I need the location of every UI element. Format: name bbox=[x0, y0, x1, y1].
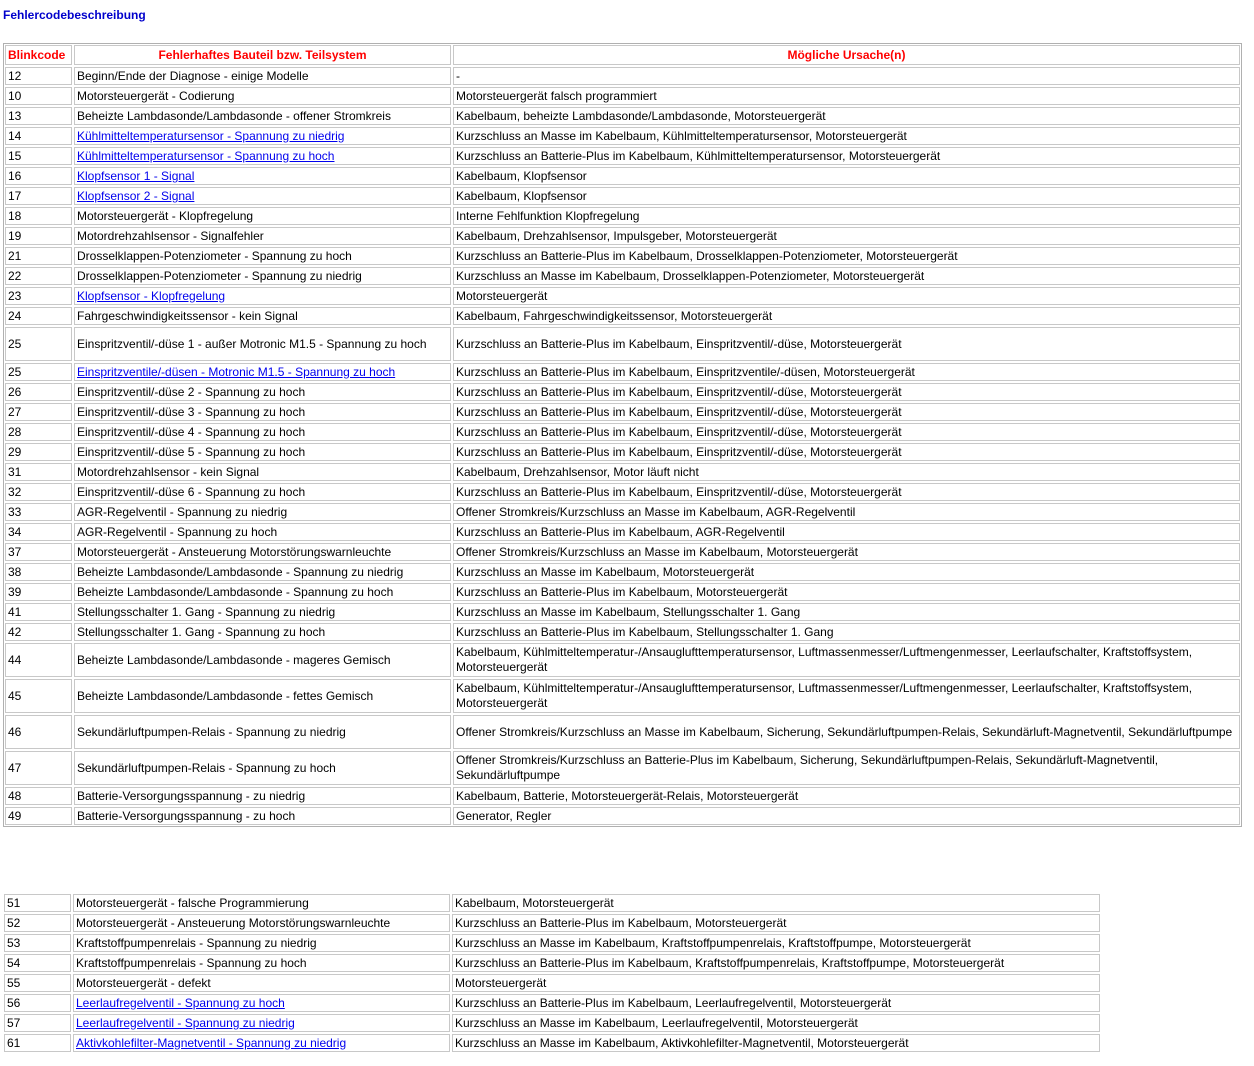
table-row bbox=[4, 206, 1241, 226]
table-row bbox=[4, 482, 1241, 502]
cause-cell: Kurzschluss an Masse im Kabelbaum, Drosselklappen-Potenziometer, Motorsteuergerät bbox=[453, 267, 1240, 285]
component-cell bbox=[74, 287, 451, 305]
header-component: Fehlerhaftes Bauteil bzw. Teilsystem bbox=[74, 45, 451, 65]
cause-cell: Kurzschluss an Batterie-Plus im Kabelbaum, Einspritzventil/-düse, Motorsteuergerät bbox=[453, 383, 1240, 401]
cause-cell: Motorsteuergerät bbox=[453, 287, 1240, 305]
component-cell bbox=[74, 187, 451, 205]
table-body bbox=[4, 66, 1241, 826]
table-row bbox=[4, 582, 1241, 602]
cause-cell: Kurzschluss an Masse im Kabelbaum, Kraftstoffpumpenrelais, Kraftstoffpumpe, Motorsteuergerät bbox=[452, 934, 1100, 952]
table-row bbox=[3, 933, 1101, 953]
cause-cell: Kurzschluss an Masse im Kabelbaum, Leerlaufregelventil, Motorsteuergerät bbox=[452, 1014, 1100, 1032]
cause-cell: Motorsteuergerät falsch programmiert bbox=[453, 87, 1240, 105]
component-cell: Beheizte Lambdasonde/Lambdasonde - fettes Gemisch bbox=[74, 679, 451, 713]
cause-cell: Kabelbaum, Fahrgeschwindigkeitssensor, Motorsteuergerät bbox=[453, 307, 1240, 325]
component-cell bbox=[73, 1034, 450, 1052]
cause-cell: Offener Stromkreis/Kurzschluss an Batterie-Plus im Kabelbaum, Sicherung, Sekundärluftpumpen-Relais, Sekundärluft-Magnetventil, Sekundärluftpumpe bbox=[453, 751, 1240, 785]
table-row bbox=[4, 286, 1241, 306]
blinkcode-cell: 16 bbox=[5, 167, 72, 185]
cause-cell: Offener Stromkreis/Kurzschluss an Masse im Kabelbaum, AGR-Regelventil bbox=[453, 503, 1240, 521]
component-cell: Stellungsschalter 1. Gang - Spannung zu niedrig bbox=[74, 603, 451, 621]
blinkcode-cell: 13 bbox=[5, 107, 72, 125]
cause-cell: Kurzschluss an Batterie-Plus im Kabelbaum, Einspritzventile/-düsen, Motorsteuergerät bbox=[453, 363, 1240, 381]
cause-cell: Offener Stromkreis/Kurzschluss an Masse im Kabelbaum, Motorsteuergerät bbox=[453, 543, 1240, 561]
blinkcode-cell: 57 bbox=[4, 1014, 71, 1032]
component-cell: AGR-Regelventil - Spannung zu hoch bbox=[74, 523, 451, 541]
component-link[interactable]: Kühlmitteltemperatursensor - Spannung zu hoch bbox=[77, 148, 335, 163]
table-row bbox=[4, 502, 1241, 522]
table-row bbox=[4, 306, 1241, 326]
cause-cell: Kurzschluss an Batterie-Plus im Kabelbaum, Motorsteuergerät bbox=[452, 914, 1100, 932]
component-cell: Einspritzventil/-düse 2 - Spannung zu hoch bbox=[74, 383, 451, 401]
fault-code-table-continued bbox=[3, 893, 1101, 1053]
table-row bbox=[4, 226, 1241, 246]
cause-cell: Kabelbaum, Batterie, Motorsteuergerät-Relais, Motorsteuergerät bbox=[453, 787, 1240, 805]
blinkcode-cell: 53 bbox=[4, 934, 71, 952]
blinkcode-cell: 38 bbox=[5, 563, 72, 581]
table-row bbox=[3, 953, 1101, 973]
cause-cell: Kurzschluss an Batterie-Plus im Kabelbaum, Motorsteuergerät bbox=[453, 583, 1240, 601]
component-link[interactable]: Klopfsensor 2 - Signal bbox=[77, 188, 195, 203]
component-cell: Beheizte Lambdasonde/Lambdasonde - offener Stromkreis bbox=[74, 107, 451, 125]
blinkcode-cell: 61 bbox=[4, 1034, 71, 1052]
component-cell: Motordrehzahlsensor - kein Signal bbox=[74, 463, 451, 481]
component-cell: Fahrgeschwindigkeitssensor - kein Signal bbox=[74, 307, 451, 325]
component-cell: Einspritzventil/-düse 3 - Spannung zu hoch bbox=[74, 403, 451, 421]
cause-cell: Interne Fehlfunktion Klopfregelung bbox=[453, 207, 1240, 225]
fault-code-table bbox=[3, 43, 1242, 827]
header-code: Blinkcode bbox=[5, 45, 72, 65]
component-cell bbox=[74, 147, 451, 165]
blinkcode-cell: 29 bbox=[5, 443, 72, 461]
table-row bbox=[4, 126, 1241, 146]
blinkcode-cell: 21 bbox=[5, 247, 72, 265]
table-body-continued bbox=[3, 893, 1101, 1053]
blinkcode-cell: 54 bbox=[4, 954, 71, 972]
table-row bbox=[3, 1013, 1101, 1033]
cause-cell: Kurzschluss an Masse im Kabelbaum, Stellungsschalter 1. Gang bbox=[453, 603, 1240, 621]
component-cell: Einspritzventil/-düse 5 - Spannung zu hoch bbox=[74, 443, 451, 461]
blinkcode-cell: 32 bbox=[5, 483, 72, 501]
blinkcode-cell: 27 bbox=[5, 403, 72, 421]
table-row bbox=[3, 893, 1101, 913]
component-cell bbox=[73, 994, 450, 1012]
cause-cell: Kurzschluss an Masse im Kabelbaum, Kühlmitteltemperatursensor, Motorsteuergerät bbox=[453, 127, 1240, 145]
component-cell: Motordrehzahlsensor - Signalfehler bbox=[74, 227, 451, 245]
blinkcode-cell: 47 bbox=[5, 751, 72, 785]
component-link[interactable]: Kühlmitteltemperatursensor - Spannung zu niedrig bbox=[77, 128, 345, 143]
blinkcode-cell: 25 bbox=[5, 327, 72, 361]
table-row bbox=[4, 602, 1241, 622]
component-cell: Beheizte Lambdasonde/Lambdasonde - Spannung zu hoch bbox=[74, 583, 451, 601]
cause-cell: Kurzschluss an Batterie-Plus im Kabelbaum, Einspritzventil/-düse, Motorsteuergerät bbox=[453, 403, 1240, 421]
table-row bbox=[4, 806, 1241, 826]
table-row bbox=[4, 422, 1241, 442]
component-link[interactable]: Einspritzventile/-düsen - Motronic M1.5 - Spannung zu hoch bbox=[77, 364, 396, 379]
blinkcode-cell: 52 bbox=[4, 914, 71, 932]
cause-cell: Generator, Regler bbox=[453, 807, 1240, 825]
cause-cell: Motorsteuergerät bbox=[452, 974, 1100, 992]
cause-cell: Kabelbaum, Klopfsensor bbox=[453, 187, 1240, 205]
component-cell: Motorsteuergerät - Ansteuerung Motorstörungswarnleuchte bbox=[74, 543, 451, 561]
cause-cell: Kurzschluss an Batterie-Plus im Kabelbaum, Kraftstoffpumpenrelais, Kraftstoffpumpe, Motorsteuergerät bbox=[452, 954, 1100, 972]
blinkcode-cell: 55 bbox=[4, 974, 71, 992]
component-cell: Motorsteuergerät - falsche Programmierung bbox=[73, 894, 450, 912]
blinkcode-cell: 18 bbox=[5, 207, 72, 225]
cause-cell: Offener Stromkreis/Kurzschluss an Masse im Kabelbaum, Sicherung, Sekundärluftpumpen-Relais, Sekundärluft-Magnetventil, Sekundärluftpumpe bbox=[453, 715, 1240, 749]
blinkcode-cell: 15 bbox=[5, 147, 72, 165]
blinkcode-cell: 24 bbox=[5, 307, 72, 325]
table-row bbox=[4, 622, 1241, 642]
page-title: Fehlercodebeschreibung bbox=[3, 8, 146, 22]
component-cell: Einspritzventil/-düse 6 - Spannung zu hoch bbox=[74, 483, 451, 501]
component-cell bbox=[74, 363, 451, 381]
component-cell bbox=[74, 167, 451, 185]
component-link[interactable]: Klopfsensor - Klopfregelung bbox=[77, 288, 226, 303]
component-link[interactable]: Aktivkohlefilter-Magnetventil - Spannung zu niedrig bbox=[76, 1035, 347, 1050]
blinkcode-cell: 48 bbox=[5, 787, 72, 805]
component-cell: Sekundärluftpumpen-Relais - Spannung zu hoch bbox=[74, 751, 451, 785]
component-cell: Batterie-Versorgungsspannung - zu niedrig bbox=[74, 787, 451, 805]
blinkcode-cell: 42 bbox=[5, 623, 72, 641]
blinkcode-cell: 12 bbox=[5, 67, 72, 85]
table-row bbox=[3, 913, 1101, 933]
table-row bbox=[4, 362, 1241, 382]
blinkcode-cell: 46 bbox=[5, 715, 72, 749]
cause-cell: Kabelbaum, Drehzahlsensor, Motor läuft nicht bbox=[453, 463, 1240, 481]
component-link[interactable]: Leerlaufregelventil - Spannung zu hoch bbox=[76, 995, 285, 1010]
component-cell bbox=[73, 1014, 450, 1032]
table-row bbox=[4, 166, 1241, 186]
blinkcode-cell: 51 bbox=[4, 894, 71, 912]
blinkcode-cell: 44 bbox=[5, 643, 72, 677]
component-cell: Motorsteuergerät - Ansteuerung Motorstörungswarnleuchte bbox=[73, 914, 450, 932]
component-cell: Einspritzventil/-düse 1 - außer Motronic M1.5 - Spannung zu hoch bbox=[74, 327, 451, 361]
blinkcode-cell: 23 bbox=[5, 287, 72, 305]
table-row bbox=[4, 462, 1241, 482]
table-row bbox=[4, 750, 1241, 786]
blinkcode-cell: 39 bbox=[5, 583, 72, 601]
component-cell: Sekundärluftpumpen-Relais - Spannung zu niedrig bbox=[74, 715, 451, 749]
blinkcode-cell: 49 bbox=[5, 807, 72, 825]
blinkcode-cell: 17 bbox=[5, 187, 72, 205]
table-row bbox=[4, 146, 1241, 166]
blinkcode-cell: 19 bbox=[5, 227, 72, 245]
table-row bbox=[4, 714, 1241, 750]
blinkcode-cell: 10 bbox=[5, 87, 72, 105]
component-cell: AGR-Regelventil - Spannung zu niedrig bbox=[74, 503, 451, 521]
cause-cell: Kurzschluss an Batterie-Plus im Kabelbaum, Einspritzventil/-düse, Motorsteuergerät bbox=[453, 327, 1240, 361]
cause-cell: Kurzschluss an Batterie-Plus im Kabelbaum, Drosselklappen-Potenziometer, Motorsteuergerät bbox=[453, 247, 1240, 265]
cause-cell: Kabelbaum, Kühlmitteltemperatur-/Ansauglufttemperatursensor, Luftmassenmesser/Luftmengenmesser, Leerlaufschalter, Kraftstoffsystem, Motorsteuergerät bbox=[453, 679, 1240, 713]
cause-cell: Kurzschluss an Masse im Kabelbaum, Aktivkohlefilter-Magnetventil, Motorsteuergerät bbox=[452, 1034, 1100, 1052]
table-row bbox=[4, 786, 1241, 806]
component-cell: Einspritzventil/-düse 4 - Spannung zu hoch bbox=[74, 423, 451, 441]
component-cell: Kraftstoffpumpenrelais - Spannung zu niedrig bbox=[73, 934, 450, 952]
blinkcode-cell: 26 bbox=[5, 383, 72, 401]
cause-cell: Kurzschluss an Batterie-Plus im Kabelbaum, Einspritzventil/-düse, Motorsteuergerät bbox=[453, 483, 1240, 501]
blinkcode-cell: 34 bbox=[5, 523, 72, 541]
table-header-row bbox=[4, 44, 1241, 66]
cause-cell: Kurzschluss an Batterie-Plus im Kabelbaum, Einspritzventil/-düse, Motorsteuergerät bbox=[453, 423, 1240, 441]
table-row bbox=[4, 326, 1241, 362]
component-cell: Batterie-Versorgungsspannung - zu hoch bbox=[74, 807, 451, 825]
blinkcode-cell: 14 bbox=[5, 127, 72, 145]
blinkcode-cell: 25 bbox=[5, 363, 72, 381]
table-row bbox=[4, 442, 1241, 462]
component-cell: Drosselklappen-Potenziometer - Spannung zu hoch bbox=[74, 247, 451, 265]
table-row bbox=[4, 642, 1241, 678]
table-row bbox=[3, 993, 1101, 1013]
component-cell: Motorsteuergerät - defekt bbox=[73, 974, 450, 992]
cause-cell: Kabelbaum, Klopfsensor bbox=[453, 167, 1240, 185]
component-cell: Drosselklappen-Potenziometer - Spannung zu niedrig bbox=[74, 267, 451, 285]
component-cell: Motorsteuergerät - Klopfregelung bbox=[74, 207, 451, 225]
cause-cell: Kurzschluss an Batterie-Plus im Kabelbaum, AGR-Regelventil bbox=[453, 523, 1240, 541]
cause-cell: Kabelbaum, Kühlmitteltemperatur-/Ansauglufttemperatursensor, Luftmassenmesser/Luftmengenmesser, Leerlaufschalter, Kraftstoffsystem, Motorsteuergerät bbox=[453, 643, 1240, 677]
blinkcode-cell: 33 bbox=[5, 503, 72, 521]
cause-cell: Kurzschluss an Batterie-Plus im Kabelbaum, Einspritzventil/-düse, Motorsteuergerät bbox=[453, 443, 1240, 461]
cause-cell: Kurzschluss an Batterie-Plus im Kabelbaum, Leerlaufregelventil, Motorsteuergerät bbox=[452, 994, 1100, 1012]
component-cell: Beheizte Lambdasonde/Lambdasonde - mageres Gemisch bbox=[74, 643, 451, 677]
component-cell: Beheizte Lambdasonde/Lambdasonde - Spannung zu niedrig bbox=[74, 563, 451, 581]
component-cell bbox=[74, 127, 451, 145]
table-row bbox=[4, 106, 1241, 126]
blinkcode-cell: 37 bbox=[5, 543, 72, 561]
cause-cell: Kurzschluss an Masse im Kabelbaum, Motorsteuergerät bbox=[453, 563, 1240, 581]
blinkcode-cell: 28 bbox=[5, 423, 72, 441]
cause-cell: Kurzschluss an Batterie-Plus im Kabelbaum, Stellungsschalter 1. Gang bbox=[453, 623, 1240, 641]
component-cell: Motorsteuergerät - Codierung bbox=[74, 87, 451, 105]
table-row bbox=[3, 1033, 1101, 1053]
cause-cell: Kabelbaum, Drehzahlsensor, Impulsgeber, Motorsteuergerät bbox=[453, 227, 1240, 245]
table-row bbox=[4, 246, 1241, 266]
blinkcode-cell: 56 bbox=[4, 994, 71, 1012]
table-row bbox=[4, 186, 1241, 206]
blinkcode-cell: 22 bbox=[5, 267, 72, 285]
blinkcode-cell: 45 bbox=[5, 679, 72, 713]
header-cause: Mögliche Ursache(n) bbox=[453, 45, 1240, 65]
component-link[interactable]: Leerlaufregelventil - Spannung zu niedrig bbox=[76, 1015, 295, 1030]
table-row bbox=[4, 522, 1241, 542]
blinkcode-cell: 31 bbox=[5, 463, 72, 481]
component-cell: Kraftstoffpumpenrelais - Spannung zu hoch bbox=[73, 954, 450, 972]
table-row bbox=[4, 542, 1241, 562]
table-row bbox=[4, 266, 1241, 286]
table-row bbox=[4, 86, 1241, 106]
table-row bbox=[4, 678, 1241, 714]
cause-cell: - bbox=[453, 67, 1240, 85]
cause-cell: Kabelbaum, beheizte Lambdasonde/Lambdasonde, Motorsteuergerät bbox=[453, 107, 1240, 125]
blinkcode-cell: 41 bbox=[5, 603, 72, 621]
component-link[interactable]: Klopfsensor 1 - Signal bbox=[77, 168, 195, 183]
table-row bbox=[4, 382, 1241, 402]
table-row bbox=[4, 66, 1241, 86]
table-row bbox=[3, 973, 1101, 993]
cause-cell: Kabelbaum, Motorsteuergerät bbox=[452, 894, 1100, 912]
component-cell: Stellungsschalter 1. Gang - Spannung zu hoch bbox=[74, 623, 451, 641]
table-row bbox=[4, 562, 1241, 582]
cause-cell: Kurzschluss an Batterie-Plus im Kabelbaum, Kühlmitteltemperatursensor, Motorsteuergerät bbox=[453, 147, 1240, 165]
table-row bbox=[4, 402, 1241, 422]
component-cell: Beginn/Ende der Diagnose - einige Modelle bbox=[74, 67, 451, 85]
